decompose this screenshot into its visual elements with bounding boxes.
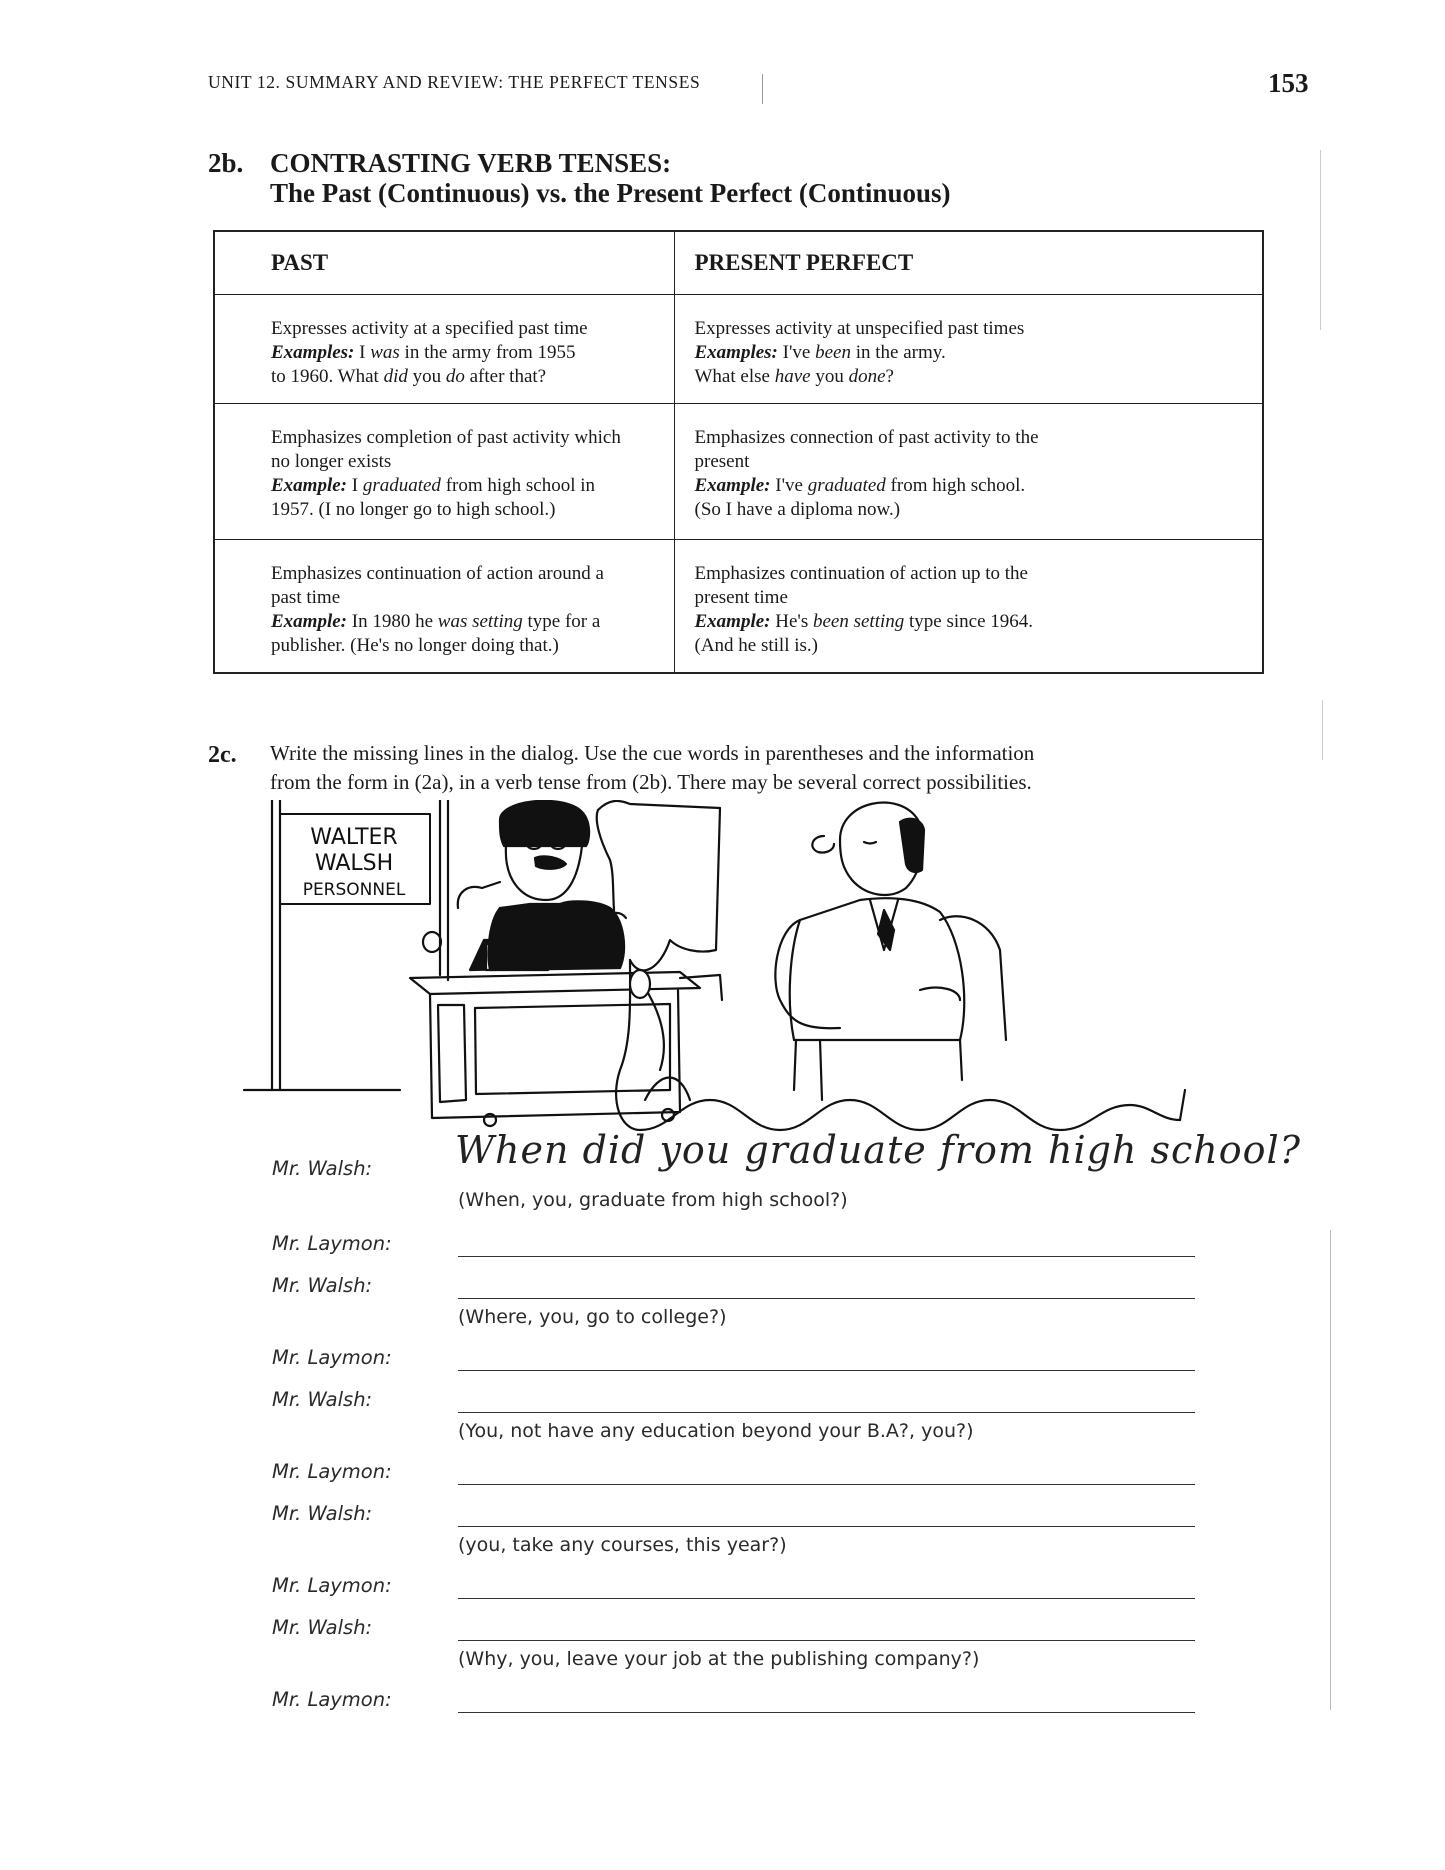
cell-line: Expresses activity at a specified past time: [271, 318, 588, 339]
cell-line: to 1960. What did you do after that?: [271, 366, 547, 387]
cell-line: Emphasizes continuation of action around a: [271, 563, 604, 584]
cell-line: Examples: I was in the army from 1955: [271, 342, 576, 363]
cell-line: Examples: I've been in the army.: [694, 342, 946, 363]
past-tense-cell: [214, 540, 674, 674]
answer-line[interactable]: [458, 1712, 1195, 1713]
table-header-past: PAST: [214, 231, 674, 295]
past-tense-cell: [214, 295, 674, 404]
cue-words: (When, you, graduate from high school?): [458, 1189, 848, 1211]
cell-line: past time: [271, 587, 341, 608]
dialog-speaker: Mr. Walsh:: [272, 1388, 373, 1411]
answer-line[interactable]: [458, 1298, 1195, 1299]
answer-line[interactable]: [458, 1370, 1195, 1371]
answer-line[interactable]: [458, 1484, 1195, 1485]
table-row: [214, 295, 1263, 404]
cell-line: present time: [694, 587, 788, 608]
cell-line: publisher. (He's no longer doing that.): [271, 635, 559, 656]
past-tense-cell: [214, 404, 674, 540]
cell-line: Example: In 1980 he was setting type for a: [271, 611, 601, 632]
answer-line[interactable]: [458, 1412, 1195, 1413]
verb-tense-table: [213, 230, 1264, 674]
dialog-speaker: Mr. Laymon:: [272, 1346, 392, 1369]
resume-scroll-illustration: [597, 801, 1185, 1130]
running-head: UNIT 12. SUMMARY AND REVIEW: THE PERFECT TENSES: [208, 72, 701, 92]
answer-line[interactable]: [458, 1526, 1195, 1527]
cue-words: (you, take any courses, this year?): [458, 1534, 787, 1556]
table-row: [214, 404, 1263, 540]
desk-illustration: [410, 972, 722, 1126]
cell-line: Example: He's been setting type since 1964.: [694, 611, 1034, 632]
handwritten-answer: When did you graduate from high school?: [455, 1128, 1302, 1172]
dialog-speaker: Mr. Laymon:: [272, 1232, 392, 1255]
applicant-figure: [775, 803, 1006, 1100]
answer-line[interactable]: [458, 1598, 1195, 1599]
section-2b-subtitle: The Past (Continuous) vs. the Present Perfect (Continuous): [270, 178, 951, 208]
answer-line[interactable]: [458, 1256, 1195, 1257]
cell-line: (And he still is.): [694, 635, 818, 656]
answer-line[interactable]: [458, 1640, 1195, 1641]
door-sign-surname: WALSH: [314, 851, 394, 876]
cue-words: (Why, you, leave your job at the publishing company?): [458, 1648, 980, 1670]
present-perfect-cell: [674, 404, 1263, 540]
present-perfect-cell: [674, 540, 1263, 674]
dialog-speaker: Mr. Walsh:: [272, 1157, 373, 1180]
door-illustration: [244, 800, 448, 1090]
dialog-speaker: Mr. Laymon:: [272, 1460, 392, 1483]
table-body: [214, 295, 1263, 674]
door-sign-department: PERSONNEL: [302, 880, 406, 900]
cue-words: (You, not have any education beyond your B.A?, you?): [458, 1420, 974, 1442]
cell-line: 1957. (I no longer go to high school.): [271, 499, 556, 520]
cell-line: Expresses activity at unspecified past times: [694, 318, 1025, 339]
cell-line: present: [694, 451, 750, 472]
cue-words: (Where, you, go to college?): [458, 1306, 727, 1328]
instruction-line: from the form in (2a), in a verb tense from (2b). There may be several correct possibilities.: [270, 770, 1032, 794]
dialog-speaker: Mr. Walsh:: [272, 1616, 373, 1639]
door-sign-name: WALTER: [310, 825, 398, 850]
section-2b-label: 2b.: [208, 148, 244, 178]
table-header-present-perfect: PRESENT PERFECT: [674, 231, 1263, 295]
margin-mark: [762, 74, 763, 104]
margin-mark: [1322, 700, 1323, 760]
page-number: 153: [1268, 68, 1309, 98]
present-perfect-cell: [674, 295, 1263, 404]
section-2b-title: CONTRASTING VERB TENSES:: [270, 148, 672, 178]
margin-mark: [1330, 1230, 1331, 1710]
cell-line: Example: I graduated from high school in: [271, 475, 596, 496]
cell-line: Emphasizes completion of past activity which: [271, 427, 621, 448]
cell-line: Emphasizes connection of past activity to the: [694, 427, 1039, 448]
cell-line: no longer exists: [271, 451, 392, 472]
dialog-speaker: Mr. Walsh:: [272, 1502, 373, 1525]
cell-line: (So I have a diploma now.): [694, 499, 901, 520]
dialog-speaker: Mr. Laymon:: [272, 1688, 392, 1711]
table-row: [214, 540, 1263, 674]
cell-line: What else have you done?: [694, 366, 894, 387]
cell-line: Emphasizes continuation of action up to the: [694, 563, 1028, 584]
office-cartoon-illustration: [200, 800, 1245, 1145]
instruction-line: Write the missing lines in the dialog. Use the cue words in parentheses and the information: [270, 741, 1035, 765]
section-2c-label: 2c.: [208, 742, 237, 768]
cell-line: Example: I've graduated from high school.: [694, 475, 1026, 496]
dialog-speaker: Mr. Laymon:: [272, 1574, 392, 1597]
dialog-speaker: Mr. Walsh:: [272, 1274, 373, 1297]
margin-mark: [1320, 150, 1321, 330]
